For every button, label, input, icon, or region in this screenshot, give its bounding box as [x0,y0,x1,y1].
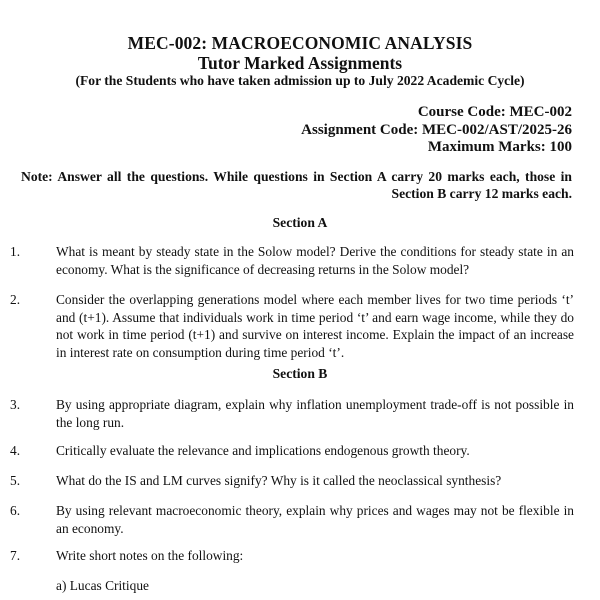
instructions-note: Note: Answer all the questions. While questions in Section A carry 20 marks each, those in Section B carry 12 marks each. [21,169,572,201]
question-text: What is meant by steady state in the Solow model? Derive the conditions for steady state in an economy. What is the significance of decreasing returns in the Solow model? [56,244,574,277]
question-text: By using appropriate diagram, explain why inflation unemployment trade-off is not possible in the long run. [56,397,574,430]
question-7-subitem-a: a) Lucas Critique [56,578,149,593]
question-text: What do the IS and LM curves signify? Why is it called the neoclassical synthesis? [56,473,502,488]
question-number: 4. [10,443,21,458]
question-text: Write short notes on the following: [56,548,244,563]
course-code: Course Code: MEC-002 [417,104,572,120]
question-text: By using relevant macroeconomic theory, explain why prices and wages may not be flexible in an economy. [56,503,574,536]
question-text: Critically evaluate the relevance and implications endogenous growth theory. [56,443,470,458]
document-subtitle: Tutor Marked Assignments [197,53,403,73]
assignment-code: Assignment Code: MEC-002/AST/2025-26 [301,121,572,138]
question-number: 1. [10,244,21,259]
question-number: 5. [10,473,21,488]
course-info-block [301,104,572,157]
question-text: Consider the overlapping generations model where each member lives for two time periods ‘t’ and (t+1). Assume that individuals work in time period ‘t’ and earn wage income, while they do not work in time period (t+1) and survive on interest income. Explain the impact of an increase in interest rate on consumption during time period ‘t’. [56,292,574,360]
document-title: MEC-002: MACROECONOMIC ANALYSIS [127,33,473,53]
section-a-heading: Section A [272,215,328,230]
question-number: 3. [10,397,21,412]
eligibility-note: (For the Students who have taken admission up to July 2022 Academic Cycle) [75,73,525,88]
maximum-marks: Maximum Marks: 100 [427,139,572,155]
question-number: 6. [10,503,21,518]
question-number: 7. [10,548,21,563]
section-b-heading: Section B [272,366,328,381]
question-number: 2. [10,292,21,307]
